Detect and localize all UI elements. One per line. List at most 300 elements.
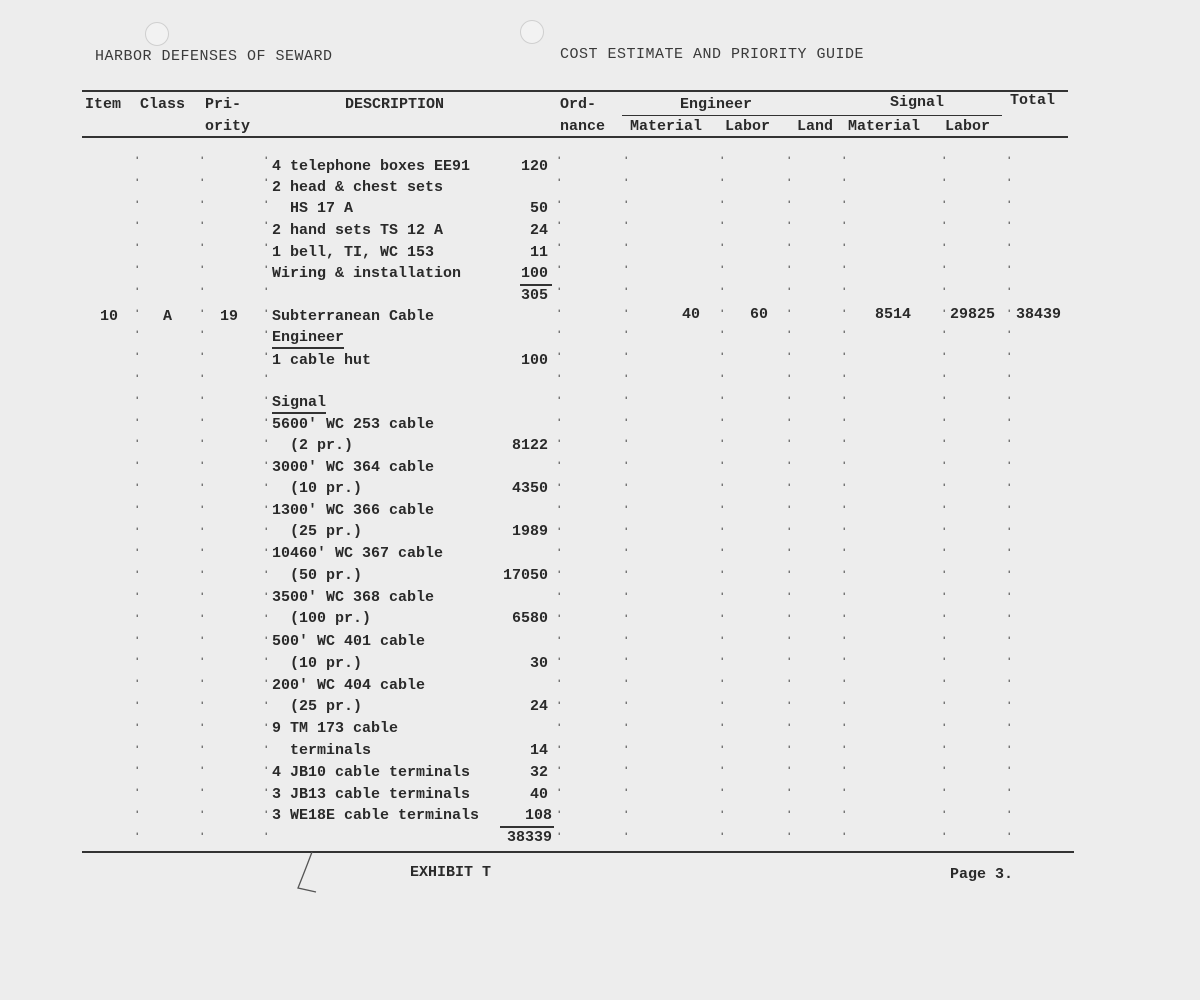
column-tick: ˌ bbox=[840, 668, 849, 684]
column-tick: ˌ bbox=[718, 276, 727, 292]
column-tick: ˌ bbox=[622, 145, 631, 161]
column-tick: ˌ bbox=[198, 516, 207, 532]
column-tick: ˌ bbox=[1005, 755, 1014, 771]
column-tick: ˌ bbox=[718, 603, 727, 619]
table-bottom-rule bbox=[82, 851, 1074, 853]
column-tick: ˌ bbox=[555, 734, 564, 750]
column-tick: ˌ bbox=[785, 668, 794, 684]
column-tick: ˌ bbox=[718, 581, 727, 597]
signal-amount: 6580 bbox=[511, 610, 548, 627]
column-tick: ˌ bbox=[622, 319, 631, 335]
column-tick: ˌ bbox=[785, 799, 794, 815]
column-tick: ˌ bbox=[840, 407, 849, 423]
column-tick: ˌ bbox=[1005, 494, 1014, 510]
column-tick: ˌ bbox=[840, 755, 849, 771]
column-tick: ˌ bbox=[718, 821, 727, 837]
column-tick: ˌ bbox=[555, 276, 564, 292]
column-tick: ˌ bbox=[555, 494, 564, 510]
col-sig-labor: Labor bbox=[945, 118, 991, 135]
column-tick: ˌ bbox=[940, 734, 949, 750]
column-tick: ˌ bbox=[262, 189, 271, 205]
column-tick: ˌ bbox=[840, 167, 849, 183]
column-tick: ˌ bbox=[940, 821, 949, 837]
column-tick: ˌ bbox=[622, 668, 631, 684]
column-tick: ˌ bbox=[555, 319, 564, 335]
column-tick: ˌ bbox=[555, 690, 564, 706]
column-tick: ˌ bbox=[555, 668, 564, 684]
column-tick: ˌ bbox=[198, 755, 207, 771]
desc-amount: 100 bbox=[520, 265, 548, 282]
column-tick: ˌ bbox=[133, 537, 142, 553]
col-eng-labor: Labor bbox=[725, 118, 771, 135]
column-tick: ˌ bbox=[940, 276, 949, 292]
column-tick: ˌ bbox=[785, 690, 794, 706]
column-tick: ˌ bbox=[718, 690, 727, 706]
column-tick: ˌ bbox=[198, 799, 207, 815]
item-total: 38439 bbox=[1016, 306, 1062, 323]
column-tick: ˌ bbox=[262, 494, 271, 510]
column-tick: ˌ bbox=[555, 472, 564, 488]
column-tick: ˌ bbox=[622, 428, 631, 444]
column-tick: ˌ bbox=[555, 559, 564, 575]
desc-line: 4 telephone boxes EE91 bbox=[272, 158, 471, 175]
column-tick: ˌ bbox=[133, 167, 142, 183]
col-ordnance-line2: nance bbox=[560, 118, 606, 135]
column-tick: ˌ bbox=[718, 167, 727, 183]
column-tick: ˌ bbox=[1005, 537, 1014, 553]
column-tick: ˌ bbox=[622, 821, 631, 837]
column-tick: ˌ bbox=[940, 712, 949, 728]
column-tick: ˌ bbox=[1005, 712, 1014, 728]
column-tick: ˌ bbox=[840, 319, 849, 335]
desc-line: Wiring & installation bbox=[272, 265, 462, 282]
column-tick: ˌ bbox=[1005, 298, 1014, 314]
column-tick: ˌ bbox=[1005, 734, 1014, 750]
desc-amount: 24 bbox=[529, 222, 548, 239]
column-tick: ˌ bbox=[555, 189, 564, 205]
column-tick: ˌ bbox=[940, 319, 949, 335]
column-tick: ˌ bbox=[785, 712, 794, 728]
column-tick: ˌ bbox=[622, 537, 631, 553]
column-tick: ˌ bbox=[198, 189, 207, 205]
column-tick: ˌ bbox=[198, 363, 207, 379]
column-tick: ˌ bbox=[133, 777, 142, 793]
signal-line: (10 pr.) bbox=[272, 480, 363, 497]
column-tick: ˌ bbox=[622, 755, 631, 771]
column-tick: ˌ bbox=[785, 363, 794, 379]
column-tick: ˌ bbox=[1005, 210, 1014, 226]
footer-page: Page 3. bbox=[950, 866, 1014, 883]
column-tick: ˌ bbox=[262, 276, 271, 292]
column-tick: ˌ bbox=[718, 646, 727, 662]
column-tick: ˌ bbox=[262, 625, 271, 641]
signal-line: (25 pr.) bbox=[272, 523, 363, 540]
column-tick: ˌ bbox=[198, 668, 207, 684]
col-priority-line1: Pri- bbox=[205, 96, 242, 113]
column-tick: ˌ bbox=[940, 755, 949, 771]
col-eng-land: Land bbox=[797, 118, 834, 135]
column-tick: ˌ bbox=[198, 428, 207, 444]
column-tick: ˌ bbox=[198, 537, 207, 553]
column-tick: ˌ bbox=[718, 450, 727, 466]
column-tick: ˌ bbox=[1005, 145, 1014, 161]
column-tick: ˌ bbox=[262, 603, 271, 619]
signal-line: 3 WE18E cable terminals bbox=[272, 807, 480, 824]
signal-line: 500' WC 401 cable bbox=[272, 633, 426, 650]
column-tick: ˌ bbox=[940, 625, 949, 641]
signal-line: terminals bbox=[272, 742, 372, 759]
column-tick: ˌ bbox=[785, 210, 794, 226]
column-tick: ˌ bbox=[718, 210, 727, 226]
column-tick: ˌ bbox=[840, 472, 849, 488]
column-tick: ˌ bbox=[718, 298, 727, 314]
column-tick: ˌ bbox=[198, 777, 207, 793]
column-tick: ˌ bbox=[840, 799, 849, 815]
column-tick: ˌ bbox=[718, 341, 727, 357]
column-tick: ˌ bbox=[262, 516, 271, 532]
column-tick: ˌ bbox=[1005, 341, 1014, 357]
column-tick: ˌ bbox=[555, 232, 564, 248]
column-tick: ˌ bbox=[940, 472, 949, 488]
column-tick: ˌ bbox=[785, 494, 794, 510]
column-tick: ˌ bbox=[840, 254, 849, 270]
column-tick: ˌ bbox=[1005, 690, 1014, 706]
column-tick: ˌ bbox=[555, 341, 564, 357]
column-tick: ˌ bbox=[1005, 363, 1014, 379]
column-tick: ˌ bbox=[555, 712, 564, 728]
desc-line: 1 bell, TI, WC 153 bbox=[272, 244, 435, 261]
column-tick: ˌ bbox=[262, 799, 271, 815]
column-tick: ˌ bbox=[262, 450, 271, 466]
pencil-mark bbox=[290, 848, 330, 896]
column-tick: ˌ bbox=[622, 516, 631, 532]
column-tick: ˌ bbox=[133, 494, 142, 510]
column-tick: ˌ bbox=[555, 167, 564, 183]
column-tick: ˌ bbox=[622, 341, 631, 357]
column-tick: ˌ bbox=[262, 254, 271, 270]
column-tick: ˌ bbox=[1005, 232, 1014, 248]
column-tick: ˌ bbox=[1005, 603, 1014, 619]
column-tick: ˌ bbox=[1005, 189, 1014, 205]
column-tick: ˌ bbox=[1005, 516, 1014, 532]
column-tick: ˌ bbox=[262, 646, 271, 662]
column-tick: ˌ bbox=[940, 799, 949, 815]
column-tick: ˌ bbox=[622, 407, 631, 423]
column-tick: ˌ bbox=[622, 646, 631, 662]
column-tick: ˌ bbox=[133, 581, 142, 597]
column-tick: ˌ bbox=[133, 516, 142, 532]
column-tick: ˌ bbox=[718, 516, 727, 532]
column-tick: ˌ bbox=[718, 668, 727, 684]
column-tick: ˌ bbox=[1005, 276, 1014, 292]
column-tick: ˌ bbox=[785, 254, 794, 270]
column-tick: ˌ bbox=[262, 319, 271, 335]
column-tick: ˌ bbox=[840, 690, 849, 706]
column-tick: ˌ bbox=[133, 210, 142, 226]
column-tick: ˌ bbox=[718, 145, 727, 161]
column-tick: ˌ bbox=[555, 516, 564, 532]
column-tick: ˌ bbox=[718, 559, 727, 575]
column-tick: ˌ bbox=[262, 363, 271, 379]
column-tick: ˌ bbox=[1005, 559, 1014, 575]
column-tick: ˌ bbox=[840, 428, 849, 444]
column-tick: ˌ bbox=[555, 363, 564, 379]
column-tick: ˌ bbox=[555, 537, 564, 553]
col-class: Class bbox=[140, 96, 186, 113]
column-tick: ˌ bbox=[555, 450, 564, 466]
column-tick: ˌ bbox=[198, 603, 207, 619]
punch-hole bbox=[520, 20, 544, 44]
column-tick: ˌ bbox=[555, 603, 564, 619]
column-tick: ˌ bbox=[940, 668, 949, 684]
column-tick: ˌ bbox=[555, 777, 564, 793]
column-tick: ˌ bbox=[133, 821, 142, 837]
column-tick: ˌ bbox=[785, 581, 794, 597]
column-tick: ˌ bbox=[198, 494, 207, 510]
column-tick: ˌ bbox=[262, 559, 271, 575]
item-sig-material: 8514 bbox=[875, 306, 912, 323]
column-tick: ˌ bbox=[940, 690, 949, 706]
column-tick: ˌ bbox=[840, 603, 849, 619]
column-tick: ˌ bbox=[785, 821, 794, 837]
column-tick: ˌ bbox=[840, 298, 849, 314]
column-tick: ˌ bbox=[262, 407, 271, 423]
column-tick: ˌ bbox=[555, 428, 564, 444]
engineer-line: 1 cable hut bbox=[272, 352, 372, 369]
column-tick: ˌ bbox=[133, 646, 142, 662]
column-tick: ˌ bbox=[785, 646, 794, 662]
column-tick: ˌ bbox=[785, 407, 794, 423]
column-tick: ˌ bbox=[940, 450, 949, 466]
column-tick: ˌ bbox=[840, 734, 849, 750]
column-tick: ˌ bbox=[555, 755, 564, 771]
engineer-heading: Engineer bbox=[272, 329, 344, 349]
column-tick: ˌ bbox=[940, 210, 949, 226]
column-tick: ˌ bbox=[133, 603, 142, 619]
column-tick: ˌ bbox=[198, 581, 207, 597]
column-tick: ˌ bbox=[262, 210, 271, 226]
col-sig-material: Material bbox=[848, 118, 921, 135]
column-tick: ˌ bbox=[262, 298, 271, 314]
column-tick: ˌ bbox=[840, 516, 849, 532]
desc-subtotal: 305 bbox=[520, 287, 548, 304]
column-tick: ˌ bbox=[198, 472, 207, 488]
column-tick: ˌ bbox=[555, 581, 564, 597]
column-tick: ˌ bbox=[262, 734, 271, 750]
column-tick: ˌ bbox=[198, 254, 207, 270]
signal-amount: 17050 bbox=[502, 567, 548, 584]
column-tick: ˌ bbox=[785, 276, 794, 292]
column-tick: ˌ bbox=[940, 298, 949, 314]
column-tick: ˌ bbox=[785, 734, 794, 750]
table-top-rule bbox=[82, 90, 1068, 92]
signal-amount: 24 bbox=[529, 698, 548, 715]
desc-amount: 120 bbox=[520, 158, 548, 175]
column-tick: ˌ bbox=[840, 341, 849, 357]
column-tick: ˌ bbox=[622, 385, 631, 401]
column-tick: ˌ bbox=[262, 581, 271, 597]
column-tick: ˌ bbox=[133, 385, 142, 401]
column-tick: ˌ bbox=[133, 319, 142, 335]
column-tick: ˌ bbox=[133, 668, 142, 684]
column-tick: ˌ bbox=[262, 821, 271, 837]
column-tick: ˌ bbox=[622, 450, 631, 466]
item-sig-labor: 29825 bbox=[950, 306, 996, 323]
column-tick: ˌ bbox=[133, 341, 142, 357]
column-tick: ˌ bbox=[718, 755, 727, 771]
column-tick: ˌ bbox=[198, 712, 207, 728]
column-tick: ˌ bbox=[622, 777, 631, 793]
column-tick: ˌ bbox=[718, 428, 727, 444]
signal-total: 38339 bbox=[506, 829, 552, 846]
signal-line: (10 pr.) bbox=[272, 655, 363, 672]
column-tick: ˌ bbox=[133, 799, 142, 815]
desc-amount: 11 bbox=[529, 244, 548, 261]
column-tick: ˌ bbox=[622, 581, 631, 597]
column-tick: ˌ bbox=[840, 385, 849, 401]
column-tick: ˌ bbox=[840, 821, 849, 837]
column-tick: ˌ bbox=[622, 559, 631, 575]
column-tick: ˌ bbox=[133, 625, 142, 641]
column-tick: ˌ bbox=[555, 298, 564, 314]
column-tick: ˌ bbox=[785, 298, 794, 314]
column-tick: ˌ bbox=[718, 363, 727, 379]
column-tick: ˌ bbox=[622, 254, 631, 270]
desc-line: HS 17 A bbox=[272, 200, 354, 217]
column-tick: ˌ bbox=[785, 777, 794, 793]
signal-line: 1300' WC 366 cable bbox=[272, 502, 435, 519]
column-tick: ˌ bbox=[198, 625, 207, 641]
column-tick: ˌ bbox=[133, 428, 142, 444]
engineer-amount: 100 bbox=[520, 352, 548, 369]
signal-line: 5600' WC 253 cable bbox=[272, 416, 435, 433]
signal-amount: 30 bbox=[529, 655, 548, 672]
column-tick: ˌ bbox=[840, 777, 849, 793]
column-tick: ˌ bbox=[718, 494, 727, 510]
column-tick: ˌ bbox=[840, 145, 849, 161]
column-tick: ˌ bbox=[785, 625, 794, 641]
column-tick: ˌ bbox=[840, 189, 849, 205]
column-tick: ˌ bbox=[1005, 254, 1014, 270]
column-tick: ˌ bbox=[262, 232, 271, 248]
column-tick: ˌ bbox=[133, 298, 142, 314]
column-tick: ˌ bbox=[785, 450, 794, 466]
col-total: Total bbox=[1010, 92, 1056, 109]
column-tick: ˌ bbox=[1005, 319, 1014, 335]
column-tick: ˌ bbox=[1005, 450, 1014, 466]
column-tick: ˌ bbox=[940, 581, 949, 597]
column-tick: ˌ bbox=[940, 341, 949, 357]
column-tick: ˌ bbox=[622, 232, 631, 248]
column-tick: ˌ bbox=[198, 167, 207, 183]
column-tick: ˌ bbox=[198, 276, 207, 292]
signal-line: 4 JB10 cable terminals bbox=[272, 764, 471, 781]
column-tick: ˌ bbox=[198, 690, 207, 706]
column-tick: ˌ bbox=[622, 363, 631, 379]
col-engineer: Engineer bbox=[680, 96, 753, 113]
column-tick: ˌ bbox=[198, 450, 207, 466]
column-tick: ˌ bbox=[133, 363, 142, 379]
column-tick: ˌ bbox=[1005, 625, 1014, 641]
column-tick: ˌ bbox=[133, 276, 142, 292]
col-eng-material: Material bbox=[630, 118, 703, 135]
column-tick: ˌ bbox=[940, 559, 949, 575]
column-tick: ˌ bbox=[785, 472, 794, 488]
column-tick: ˌ bbox=[133, 472, 142, 488]
column-tick: ˌ bbox=[940, 537, 949, 553]
column-tick: ˌ bbox=[133, 189, 142, 205]
column-tick: ˌ bbox=[718, 799, 727, 815]
item-number: 10 bbox=[100, 308, 119, 325]
desc-line: 2 hand sets TS 12 A bbox=[272, 222, 444, 239]
column-tick: ˌ bbox=[262, 668, 271, 684]
column-tick: ˌ bbox=[622, 799, 631, 815]
signal-line: (2 pr.) bbox=[272, 437, 354, 454]
column-tick: ˌ bbox=[940, 494, 949, 510]
column-tick: ˌ bbox=[1005, 167, 1014, 183]
column-tick: ˌ bbox=[840, 450, 849, 466]
signal-line: 3500' WC 368 cable bbox=[272, 589, 435, 606]
column-tick: ˌ bbox=[555, 646, 564, 662]
signal-line: 200' WC 404 cable bbox=[272, 677, 426, 694]
column-tick: ˌ bbox=[840, 712, 849, 728]
signal-total-rule bbox=[500, 826, 554, 828]
column-tick: ˌ bbox=[133, 690, 142, 706]
column-tick: ˌ bbox=[1005, 385, 1014, 401]
signal-line: 3 JB13 cable terminals bbox=[272, 786, 471, 803]
column-tick: ˌ bbox=[840, 276, 849, 292]
column-tick: ˌ bbox=[555, 821, 564, 837]
column-tick: ˌ bbox=[133, 450, 142, 466]
column-tick: ˌ bbox=[622, 494, 631, 510]
column-tick: ˌ bbox=[555, 625, 564, 641]
column-tick: ˌ bbox=[1005, 821, 1014, 837]
col-signal: Signal bbox=[890, 94, 945, 111]
column-tick: ˌ bbox=[718, 734, 727, 750]
column-tick: ˌ bbox=[1005, 581, 1014, 597]
col-description: DESCRIPTION bbox=[345, 96, 445, 113]
column-tick: ˌ bbox=[1005, 407, 1014, 423]
column-tick: ˌ bbox=[1005, 472, 1014, 488]
col-item: Item bbox=[85, 96, 122, 113]
signal-line: 9 TM 173 cable bbox=[272, 720, 399, 737]
column-tick: ˌ bbox=[785, 385, 794, 401]
column-tick: ˌ bbox=[940, 167, 949, 183]
column-tick: ˌ bbox=[198, 734, 207, 750]
column-tick: ˌ bbox=[718, 625, 727, 641]
column-tick: ˌ bbox=[718, 254, 727, 270]
column-tick: ˌ bbox=[718, 232, 727, 248]
column-tick: ˌ bbox=[133, 254, 142, 270]
signal-amount: 1989 bbox=[511, 523, 548, 540]
column-tick: ˌ bbox=[622, 167, 631, 183]
column-tick: ˌ bbox=[198, 232, 207, 248]
column-tick: ˌ bbox=[785, 167, 794, 183]
column-tick: ˌ bbox=[198, 319, 207, 335]
column-tick: ˌ bbox=[555, 145, 564, 161]
column-tick: ˌ bbox=[718, 189, 727, 205]
column-tick: ˌ bbox=[940, 516, 949, 532]
column-tick: ˌ bbox=[622, 189, 631, 205]
column-tick: ˌ bbox=[940, 603, 949, 619]
column-tick: ˌ bbox=[718, 537, 727, 553]
column-tick: ˌ bbox=[555, 210, 564, 226]
column-tick: ˌ bbox=[262, 472, 271, 488]
column-tick: ˌ bbox=[1005, 799, 1014, 815]
signal-line: (100 pr.) bbox=[272, 610, 372, 627]
column-tick: ˌ bbox=[785, 428, 794, 444]
column-tick: ˌ bbox=[133, 559, 142, 575]
